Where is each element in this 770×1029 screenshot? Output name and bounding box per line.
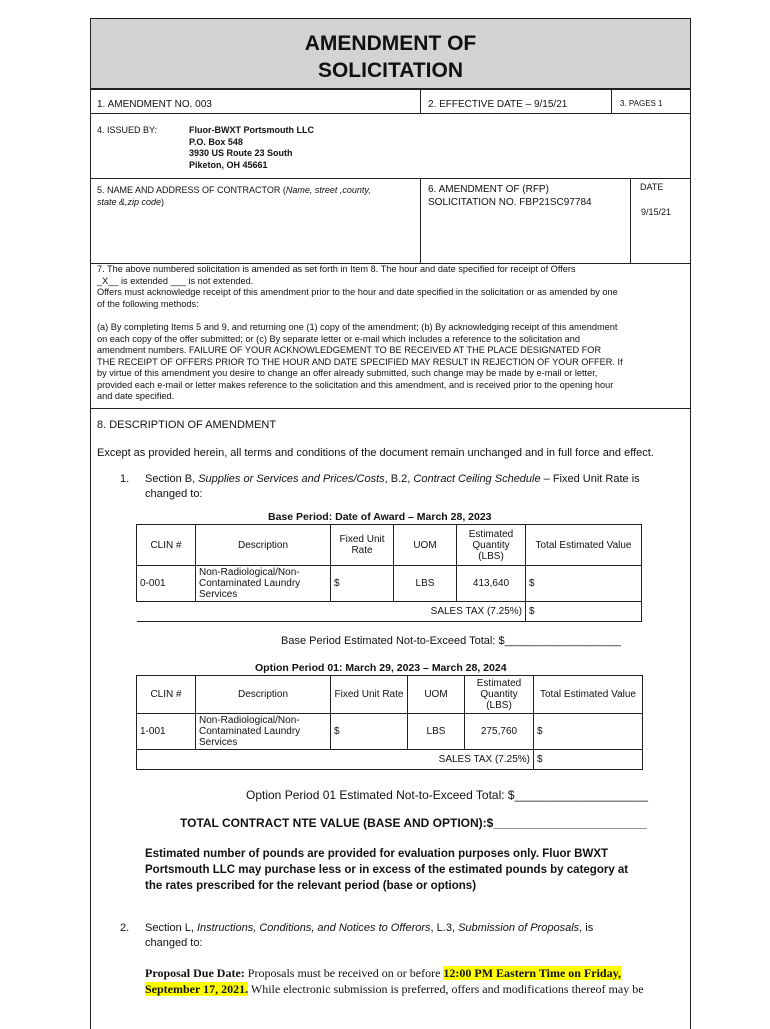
table-header-row xyxy=(137,676,643,714)
cell-total-value: $ xyxy=(534,714,643,750)
table-header-row xyxy=(137,525,642,566)
solicitation-number: SOLICITATION NO. FBP21SC97784 xyxy=(428,197,592,208)
item-7-line-11: and date specified. xyxy=(97,391,175,401)
due-date-text-2: While electronic submission is preferred, offers and modifications thereof may be xyxy=(248,982,644,996)
item-8-p1-number: 1. xyxy=(120,473,130,485)
p1-text-c: , B.2, xyxy=(384,473,414,485)
option-period-nte: Option Period 01 Estimated Not-to-Exceed Total: $____________________ xyxy=(246,788,649,802)
item-8-p1 xyxy=(145,472,685,502)
item-7-line-8: THE RECEIPT OF OFFERS PRIOR TO THE HOUR AND DATE SPECIFIED MAY RESULT IN REJECTION OF YOUR OFFER. If xyxy=(97,356,623,367)
item-7-line-3: Offers must acknowledge receipt of this amendment prior to the hour and date specified in the solicitation or as amended by one xyxy=(97,287,618,297)
p2-text-d: Submission of Proposals xyxy=(458,922,580,934)
cell-description: Non-Radiological/Non-Contaminated Laundry Services xyxy=(196,566,331,602)
base-period-nte: Base Period Estimated Not-to-Exceed Total: $___________________ xyxy=(281,635,621,647)
contractor-label xyxy=(97,184,417,208)
amendment-of xyxy=(428,183,592,209)
cell-uom: LBS xyxy=(408,714,465,750)
header-total-value: Total Estimated Value xyxy=(526,525,642,566)
cell-clin: 0-001 xyxy=(137,566,196,602)
tax-label: SALES TAX (7.25%) xyxy=(137,602,526,622)
option-period-table xyxy=(136,675,643,770)
date-value: 9/15/21 xyxy=(641,207,672,217)
contractor-label-text: 5. NAME AND ADDRESS OF CONTRACTOR ( xyxy=(97,185,286,195)
p2-text-e: , is xyxy=(579,922,594,934)
header-unit-rate: Fixed Unit Rate xyxy=(331,676,408,714)
header-uom: UOM xyxy=(408,676,465,714)
issued-by-label: 4. ISSUED BY: xyxy=(97,125,158,135)
item-7-line-4: of the following methods: xyxy=(97,298,199,309)
tax-label: SALES TAX (7.25%) xyxy=(137,750,534,770)
title-line-2: SOLICITATION xyxy=(317,59,464,82)
header-clin: CLIN # xyxy=(137,525,196,566)
base-period-title: Base Period: Date of Award – March 28, 2023 xyxy=(268,511,492,523)
item-7-line-6: on each copy of the offer submitted; or (c) By separate letter or e-mail which includes a reference to the solicitation and xyxy=(97,333,580,344)
header-quantity: Estimated Quantity (LBS) xyxy=(457,525,526,566)
total-contract-nte: TOTAL CONTRACT NTE VALUE (BASE AND OPTION):$_______________________ xyxy=(180,816,647,830)
issuer-address xyxy=(189,125,314,171)
header-description: Description xyxy=(196,525,331,566)
p2-text-a: Section L, xyxy=(145,922,197,934)
header-uom: UOM xyxy=(394,525,457,566)
p1-text-e: – Fixed Unit Rate is xyxy=(540,473,640,485)
item-7-line-9: by virtue of this amendment you desire to change an offer already submitted, such change may be made by e-mail or letter, xyxy=(97,368,598,378)
cell-clin: 1-001 xyxy=(137,714,196,750)
cell-uom: LBS xyxy=(394,566,457,602)
contractor-label-end: ) xyxy=(161,197,165,207)
base-period-table xyxy=(136,524,642,622)
tax-value: $ xyxy=(526,602,642,622)
cell-unit-rate: $ xyxy=(331,714,408,750)
issuer-addr-1: P.O. Box 548 xyxy=(189,136,243,147)
estimate-note-line-1: Estimated number of pounds are provided for evaluation purposes only. Fluor BWXT xyxy=(145,848,609,860)
effective-date: 2. EFFECTIVE DATE – 9/15/21 xyxy=(428,99,568,110)
table-row xyxy=(137,566,642,602)
tax-row xyxy=(137,750,643,770)
issued-by-section xyxy=(90,114,691,179)
option-period-title: Option Period 01: March 29, 2023 – March 28, 2024 xyxy=(255,662,507,674)
item-8-intro: Except as provided herein, all terms and conditions of the document remain unchanged and in full force and effect. xyxy=(97,447,654,459)
cell-quantity: 413,640 xyxy=(457,566,526,602)
due-date-highlight-1: 12:00 PM Eastern Time on Friday, xyxy=(443,966,621,980)
contractor-label-italic: Name, street ,county, xyxy=(285,185,371,195)
p1-text-b: Supplies or Services and Prices/Costs xyxy=(198,473,385,485)
item-8-heading: 8. DESCRIPTION OF AMENDMENT xyxy=(97,419,277,431)
estimate-note xyxy=(145,846,628,894)
item-8-p2-number: 2. xyxy=(120,922,130,934)
cell-quantity: 275,760 xyxy=(465,714,534,750)
p1-text-f: changed to: xyxy=(145,488,203,500)
due-date-highlight-2: September 17, 2021. xyxy=(145,982,249,996)
item-7-line-10: provided each e-mail or letter makes reference to the solicitation and this amendment, and is received prior to the opening hour xyxy=(97,379,614,390)
header-unit-rate: Fixed Unit Rate xyxy=(331,525,394,566)
p2-text-c: , L.3, xyxy=(430,922,459,934)
issuer-addr-2: 3930 US Route 23 South xyxy=(189,148,293,158)
date-label: DATE xyxy=(640,182,664,192)
document-title xyxy=(90,18,691,89)
header-clin: CLIN # xyxy=(137,676,196,714)
item-7-line-5: (a) By completing Items 5 and 9, and returning one (1) copy of the amendment; (b) By acknowledging receipt of this amendment xyxy=(97,322,618,332)
tax-row xyxy=(137,602,642,622)
estimate-note-line-2: Portsmouth LLC may purchase less or in excess of the estimated pounds by category at xyxy=(145,864,629,876)
estimate-note-line-3: the rates prescribed for the relevant period (base or options) xyxy=(145,880,477,892)
amendment-number: 1. AMENDMENT NO. 003 xyxy=(97,99,212,110)
proposal-due-date xyxy=(145,965,685,997)
issuer-addr-3: Piketon, OH 45661 xyxy=(189,159,268,170)
cell-total-value: $ xyxy=(526,566,642,602)
item-7-line-2: _X__ is extended ___ is not extended. xyxy=(97,275,254,286)
header-total-value: Total Estimated Value xyxy=(534,676,643,714)
item-7-line-1: 7. The above numbered solicitation is amended as set forth in Item 8. The hour and date specified for receipt of Offers xyxy=(97,264,576,274)
due-date-text-1: Proposals must be received on or before xyxy=(244,966,444,980)
p1-text-a: Section B, xyxy=(145,473,199,485)
contractor-label-italic-2: state &,zip code xyxy=(97,197,162,207)
cell-description: Non-Radiological/Non-Contaminated Laundry Services xyxy=(196,714,331,750)
header-quantity: Estimated Quantity (LBS) xyxy=(465,676,534,714)
issuer-name: Fluor-BWXT Portsmouth LLC xyxy=(189,125,314,135)
title-line-1: AMENDMENT OF xyxy=(304,32,477,55)
amendment-of-line-1: 6. AMENDMENT OF (RFP) xyxy=(428,184,549,195)
header-description: Description xyxy=(196,676,331,714)
p2-text-b: Instructions, Conditions, and Notices to Offerors xyxy=(196,922,431,934)
item-8-p2 xyxy=(145,921,685,951)
p2-text-f: changed to: xyxy=(145,937,203,949)
pages-count: 3. PAGES 1 xyxy=(620,99,663,108)
tax-value: $ xyxy=(534,750,643,770)
p1-text-d: Contract Ceiling Schedule xyxy=(413,473,541,485)
cell-unit-rate: $ xyxy=(331,566,394,602)
item-7-line-7: amendment numbers. FAILURE OF YOUR ACKNOWLEDGEMENT TO BE RECEIVED AT THE PLACE DESIGNATED FOR xyxy=(97,345,602,355)
table-row xyxy=(137,714,643,750)
due-date-label: Proposal Due Date: xyxy=(145,966,245,980)
